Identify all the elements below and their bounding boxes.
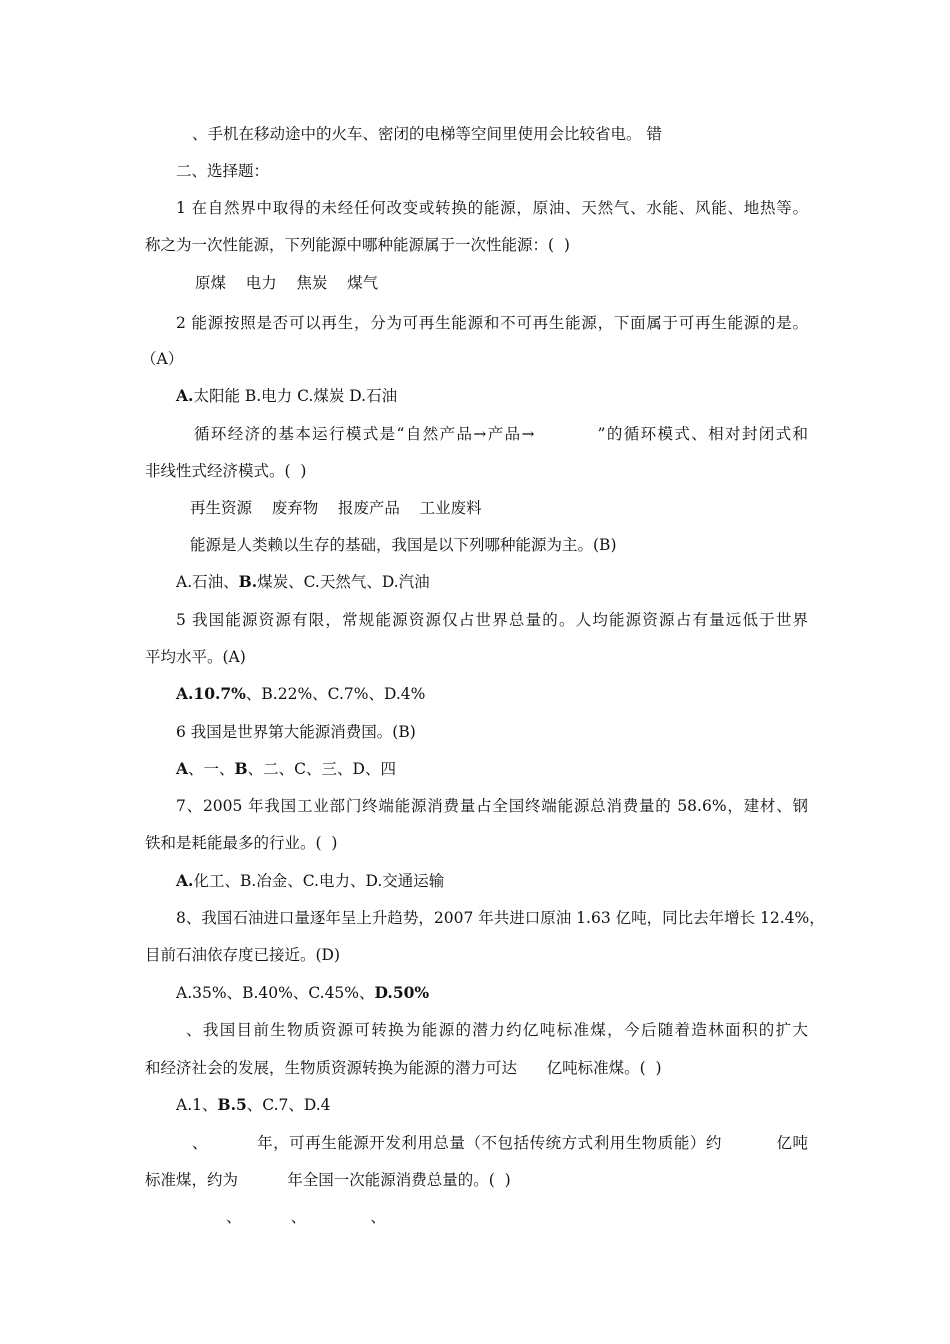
question-7-line-1: 7、2005 年我国工业部门终端能源消费量占全国终端能源总消费量的 58.6%，建材、钢: [176, 797, 808, 815]
question-7-options: A.化工、B.冶金、C.电力、D.交通运输: [176, 871, 445, 890]
question-4-options: A.石油、B.煤炭、C.天然气、D.汽油: [176, 572, 430, 591]
question-5-options: A.10.7%、B.22%、C.7%、D.4%: [176, 684, 426, 703]
question-4-line-1: 能源是人类赖以生存的基础，我国是以下列哪种能源为主。(B): [190, 536, 617, 554]
question-6-options: A、一、B、二、C、三、D、四: [176, 759, 396, 778]
question-6-line-1: 6 我国是世界第大能源消费国。(B): [176, 723, 416, 741]
question-5-line-1: 5 我国能源资源有限，常规能源资源仅占世界总量的。人均能源资源占有量远低于世界: [176, 611, 808, 629]
question-8-options: A.35%、B.40%、C.45%、D.50%: [176, 983, 430, 1002]
question-3-options: 再生资源 废弃物 报废产品 工业废料: [190, 499, 482, 517]
question-3-line-1: 循环经济的基本运行模式是“自然产品→产品→ ”的循环模式、相对封闭式和: [194, 425, 808, 443]
question-3-line-2: 非线性式经济模式。( ): [145, 462, 307, 480]
true-false-item: 、手机在移动途中的火车、密闭的电梯等空间里使用会比较省电。 错: [192, 125, 662, 143]
question-9-options: A.1、B.5、C.7、D.4: [176, 1095, 331, 1114]
section-heading: 二、选择题：: [176, 162, 270, 180]
question-2-answer: （A）: [141, 350, 184, 368]
question-9-line-2: 和经济社会的发展，生物质资源转换为能源的潜力可达 亿吨标准煤。( ): [145, 1059, 662, 1077]
question-10-options: 、 、 、: [226, 1208, 386, 1226]
question-9-line-1: 、我国目前生物质资源可转换为能源的潜力约亿吨标准煤，今后随着造林面积的扩大: [186, 1021, 808, 1039]
question-1-options: 原煤 电力 焦炭 煤气: [195, 274, 379, 292]
question-8-line-1: 8、我国石油进口量逐年呈上升趋势，2007 年共进口原油 1.63 亿吨，同比去年增长 12.4%，: [176, 909, 825, 927]
question-10-line-1: 、 年，可再生能源开发利用总量（不包括传统方式利用生物质能）约 亿吨: [192, 1134, 808, 1152]
question-10-line-2: 标准煤，约为 年全国一次能源消费总量的。( ): [145, 1171, 511, 1189]
question-2-line-1: 2 能源按照是否可以再生，分为可再生能源和不可再生能源，下面属于可再生能源的是。: [176, 314, 808, 332]
question-1-line-1: 1 在自然界中取得的未经任何改变或转换的能源，原油、天然气、水能、风能、地热等。: [176, 199, 808, 217]
question-8-line-2: 目前石油依存度已接近。(D): [145, 946, 341, 964]
question-7-line-2: 铁和是耗能最多的行业。( ): [145, 834, 338, 852]
question-2-options: A.太阳能 B.电力 C.煤炭 D.石油: [176, 386, 398, 405]
question-5-line-2: 平均水平。(A): [145, 648, 246, 666]
question-1-line-2: 称之为一次性能源，下列能源中哪种能源属于一次性能源：( ): [145, 236, 570, 254]
